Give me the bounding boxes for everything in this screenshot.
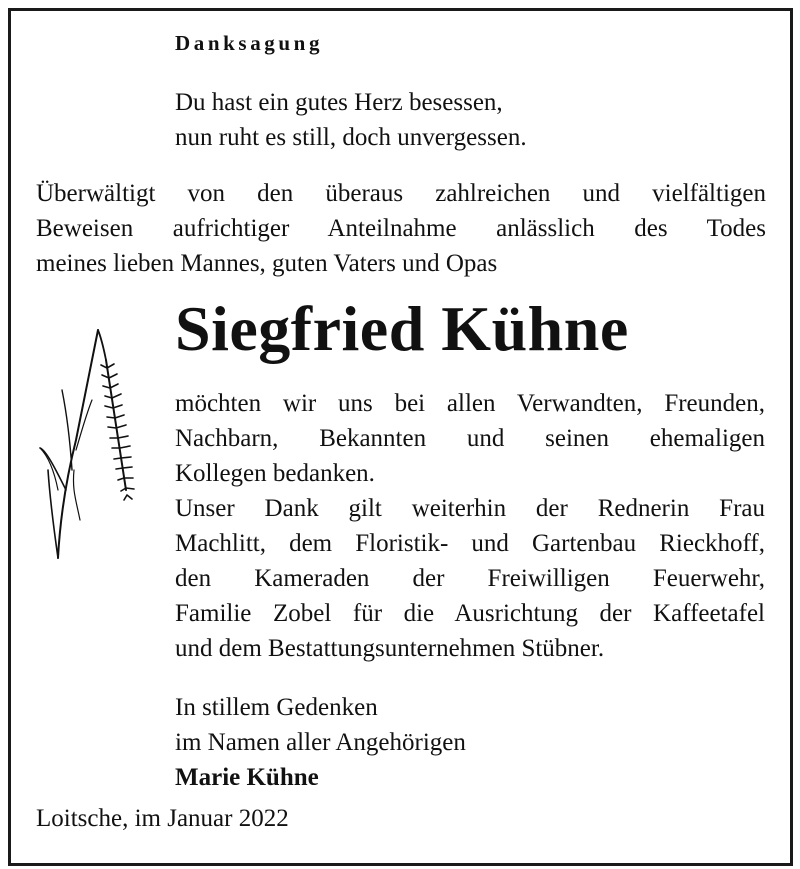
- body-line: möchten wir uns bei allen Verwandten, Freunden,: [175, 390, 765, 417]
- verse-line: Du hast ein gutes Herz besessen,: [175, 89, 503, 116]
- body-line: den Kameraden der Freiwilligen Feuerwehr,: [175, 565, 765, 592]
- closing-line: In stillem Gedenken: [175, 694, 378, 721]
- body-line: Unser Dank gilt weiterhin der Rednerin Frau: [175, 495, 765, 522]
- deceased-name: Siegfried Kühne: [175, 293, 629, 364]
- closing-line: im Namen aller Angehörigen: [175, 729, 466, 756]
- body-line: Familie Zobel für die Ausrichtung der Kaffeetafel: [175, 600, 765, 627]
- intro-line: meines lieben Mannes, guten Vaters und Opas: [36, 250, 498, 277]
- intro-line: Überwältigt von den überaus zahlreichen und vielfältigen: [36, 180, 766, 207]
- body-line: Machlitt, dem Floristik- und Gartenbau Rieckhoff,: [175, 530, 765, 557]
- signature: Marie Kühne: [175, 764, 319, 791]
- notice-heading: Danksagung: [175, 31, 324, 55]
- wheat-ear-icon: [36, 320, 154, 565]
- body-line: Nachbarn, Bekannten und seinen ehemaligen: [175, 425, 765, 452]
- verse-line: nun ruht es still, doch unvergessen.: [175, 124, 527, 151]
- intro-line: Beweisen aufrichtiger Anteilnahme anlässlich des Todes: [36, 215, 766, 242]
- body-line: Kollegen bedanken.: [175, 460, 375, 487]
- body-line: und dem Bestattungsunternehmen Stübner.: [175, 635, 605, 662]
- place-date: Loitsche, im Januar 2022: [36, 805, 289, 832]
